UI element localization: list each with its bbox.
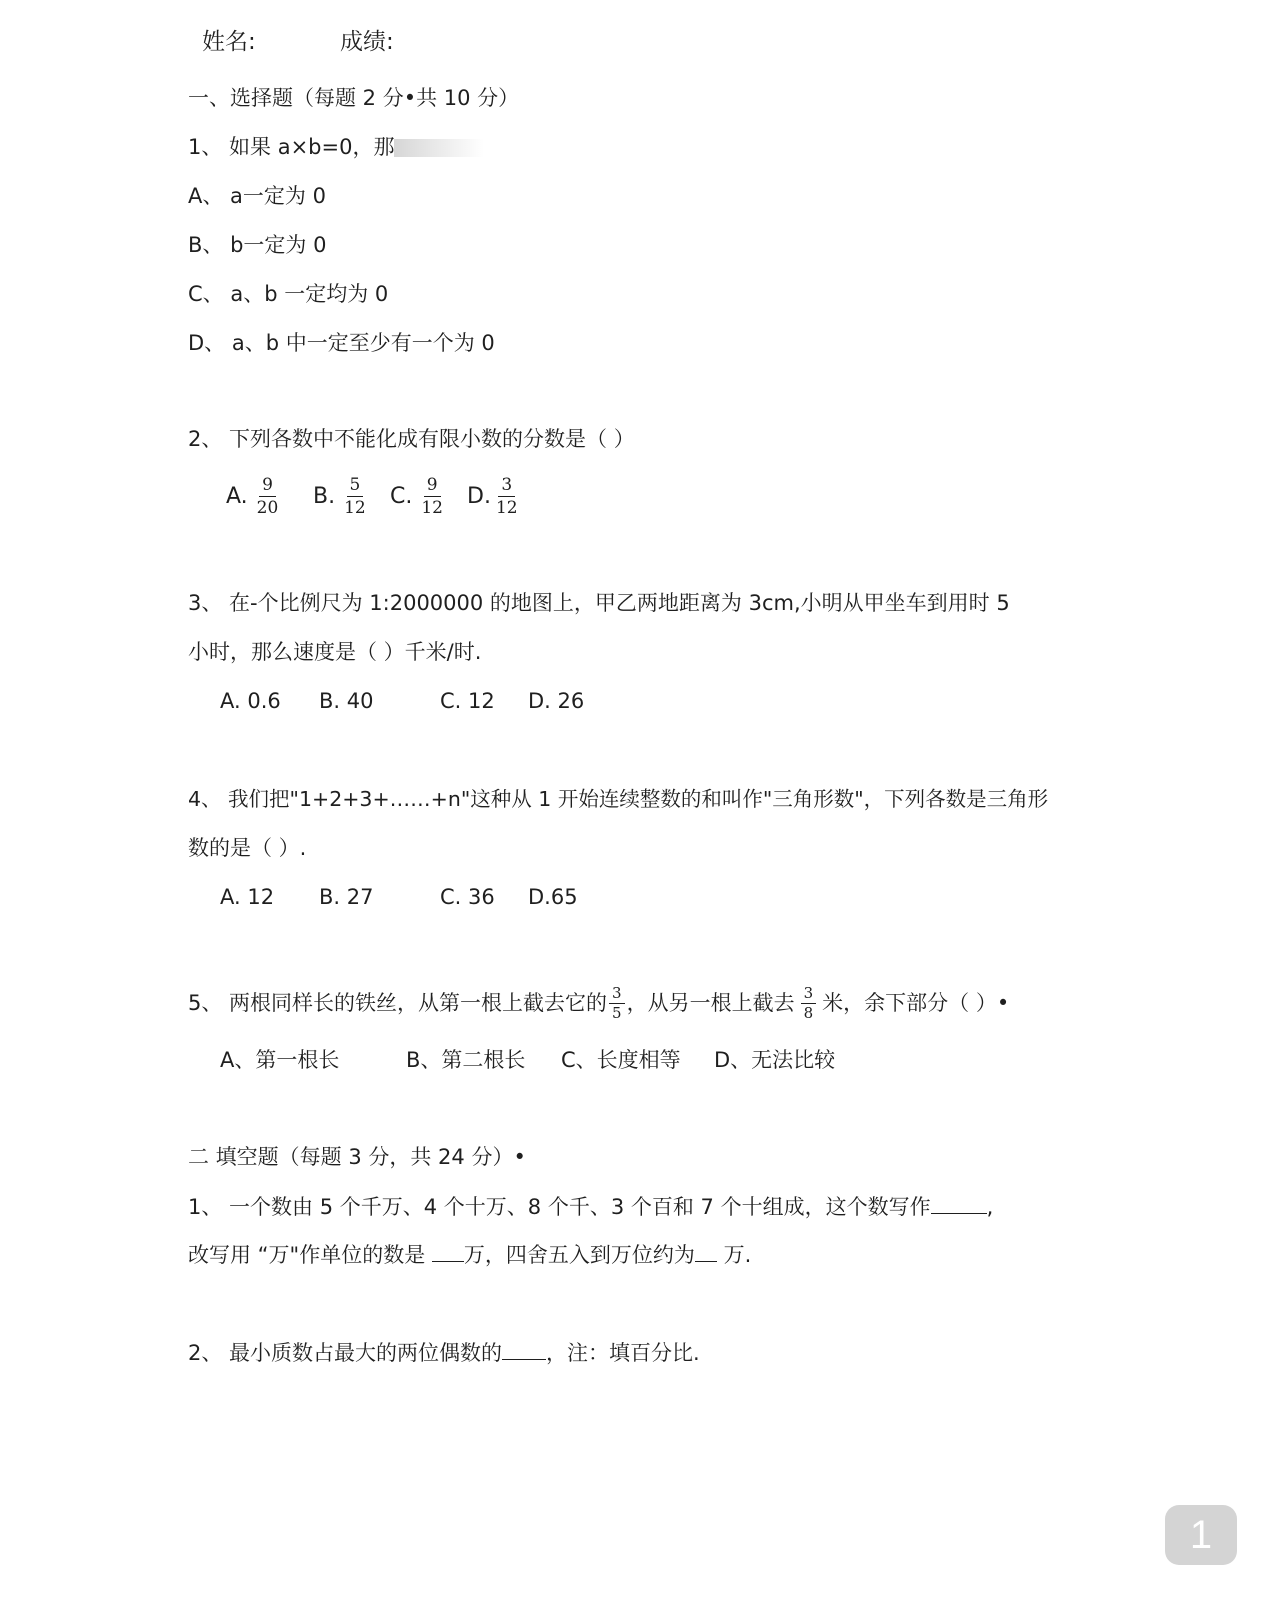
fraction-denominator: 8: [803, 1003, 814, 1022]
q3-stem-line2: 小时，那么速度是（ ）千米/时.: [188, 640, 482, 664]
q2-option-b: [313, 475, 371, 518]
fraction-denominator: 12: [421, 498, 443, 518]
q2-option-a-label: A.: [226, 484, 248, 509]
answer-blank: [931, 1213, 987, 1214]
section2-title: 二 填空题（每题 3 分，共 24 分）•: [188, 1145, 526, 1169]
fraction-numerator: 9: [259, 475, 276, 497]
fraction-denominator: 12: [344, 498, 366, 518]
fraction-numerator: 3: [801, 985, 817, 1004]
q2-option-a: [226, 475, 283, 518]
q2-option-d-label: D.: [467, 484, 491, 509]
q1-option-b: B、 b一定为 0: [188, 233, 327, 257]
fraction-numerator: 5: [347, 475, 364, 497]
page-number-badge[interactable]: 1: [1165, 1505, 1237, 1565]
q4-option-b: B. 27: [319, 885, 374, 909]
fill-q2: [188, 1339, 700, 1367]
q2-option-c: [390, 475, 448, 518]
q1-option-d: D、 a、b 中一定至少有一个为 0: [188, 331, 495, 355]
fraction-numerator: 3: [498, 475, 515, 497]
fill-q1-line2-part3: 万.: [716, 1243, 752, 1267]
fill-q1-line2-part1: 改写用 “万"作单位的数是: [188, 1243, 432, 1267]
fill-q1-text: 1、 一个数由 5 个千万、4 个十万、8 个千、3 个百和 7 个十组成，这个数写作: [188, 1195, 931, 1219]
q5-option-a: A、第一根长: [220, 1048, 340, 1072]
blurred-region: [394, 139, 484, 157]
q3-option-b: B. 40: [319, 689, 374, 713]
answer-blank: [432, 1261, 464, 1262]
fraction-denominator: 20: [256, 498, 279, 518]
q1-option-c: C、 a、b 一定均为 0: [188, 282, 389, 306]
answer-blank: [695, 1261, 717, 1262]
fill-q1-line2-part2: 万，四舍五入到万位约为: [463, 1243, 695, 1267]
fill-q2-text-part1: 2、 最小质数占最大的两位偶数的: [188, 1341, 503, 1365]
q5-text-part1: 5、 两根同样长的铁丝，从第一根上截去它的: [188, 991, 608, 1015]
q3-option-a: A. 0.6: [220, 689, 281, 713]
answer-blank: [502, 1359, 546, 1360]
q5-option-b: B、第二根长: [406, 1048, 526, 1072]
q2-option-b-fraction: [341, 475, 369, 518]
fraction-numerator: 3: [609, 985, 625, 1004]
fill-q1-line2: [188, 1241, 751, 1269]
q2-option-c-fraction: [418, 475, 446, 518]
fraction-denominator: 12: [495, 498, 518, 518]
score-label: 成绩:: [340, 29, 394, 55]
fill-q1-line1: [188, 1193, 993, 1221]
q1-stem: [188, 133, 484, 161]
q4-option-d: D.65: [528, 885, 578, 909]
q4-stem-line1: 4、 我们把"1+2+3+……+n"这种从 1 开始连续整数的和叫作"三角形数"，下列各数是三角形: [188, 787, 1049, 811]
q3-stem-line1: 3、 在-个比例尺为 1:2000000 的地图上，甲乙两地距离为 3cm,小明从甲坐车到用时 5: [188, 591, 1010, 615]
q3-option-c: C. 12: [440, 689, 495, 713]
q2-option-a-fraction: [254, 475, 282, 518]
q1-option-a: A、 a一定为 0: [188, 184, 326, 208]
q2-option-d: [467, 475, 523, 518]
q3-option-d: D. 26: [528, 689, 585, 713]
section1-title: 一、选择题（每题 2 分•共 10 分）: [188, 86, 520, 110]
q5-text-part3: 米，余下部分（ ）•: [822, 991, 1010, 1015]
q4-option-a: A. 12: [220, 885, 275, 909]
fill-q2-text-part2: ，注：填百分比.: [546, 1341, 700, 1365]
q5-option-d: D、无法比较: [714, 1048, 836, 1072]
q5-fraction-1: [609, 985, 625, 1022]
q2-option-b-label: B.: [313, 484, 336, 509]
q5-fraction-2: [801, 985, 817, 1022]
q2-stem: 2、 下列各数中不能化成有限小数的分数是（ ）: [188, 427, 635, 451]
q2-option-c-label: C.: [390, 484, 413, 509]
q2-option-d-fraction: [493, 475, 521, 518]
fill-q1-comma: ,: [986, 1195, 994, 1219]
q4-option-c: C. 36: [440, 885, 495, 909]
fraction-numerator: 9: [424, 475, 441, 497]
q5-text-part2: ，从另一根上截去: [626, 991, 795, 1015]
q5-stem: [188, 985, 1009, 1021]
name-label: 姓名:: [202, 29, 256, 55]
fraction-denominator: 5: [612, 1003, 622, 1022]
q1-text: 1、 如果 a×b=0，那: [188, 135, 395, 159]
q5-option-c: C、长度相等: [561, 1048, 681, 1072]
q4-stem-line2: 数的是（ ）.: [188, 836, 307, 860]
